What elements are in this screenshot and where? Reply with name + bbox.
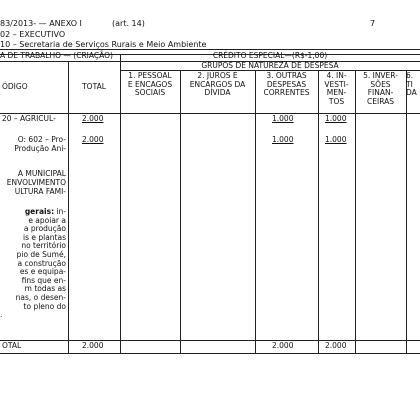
row1-investimentos: 1.000 (325, 114, 347, 123)
header-line-2: 02 – EXECUTIVO (0, 30, 66, 39)
gerais-paragraph: gerais: in- e apoiar a a produção is e plantas no território pio de Sumé, a construção es e equipa- fins que en- m todas as nas, o desen- to pleno do . (0, 207, 66, 320)
col-inversoes-header: 5. INVER- SÕES FINAN- CEIRAS (363, 71, 398, 106)
gerais-label: gerais: (24, 207, 55, 216)
total-investimentos: 2.000 (325, 341, 347, 350)
col-6-header: 6. TI DA (406, 71, 417, 98)
groups-header: GRUPOS DE NATUREZA DE DESPESA (201, 61, 339, 70)
article-reference: (art. 14) (112, 19, 145, 28)
row2-description: O: 602 – Pro- Produção Ani- A MUNICIPAL ENVOLVIMENTO ULTURA FAMI- (6, 135, 66, 196)
row2-investimentos: 1.000 (325, 135, 347, 144)
col-outras-header: 3. OUTRAS DESPESAS CORRENTES (263, 71, 310, 98)
row1-code: 20 – AGRICUL- (2, 114, 56, 123)
total-label: OTAL (2, 341, 22, 350)
col-pessoal-header: 1. PESSOAL E ENCAGOS SOCIAIS (127, 71, 173, 98)
total-outras: 2.000 (272, 341, 294, 350)
row1-outras: 1.000 (272, 114, 294, 123)
page-number: 7 (370, 19, 376, 28)
row2-outras: 1.000 (272, 135, 294, 144)
col-investimentos-header: 4. IN- VESTI- MEN- TOS (324, 71, 349, 106)
header-line-3: 10 – Secretaria de Serviços Rurais e Meio Ambiente (0, 40, 207, 49)
law-reference: 83/2013- — ANEXO I (0, 19, 82, 28)
credit-header: CRÉDITO ESPECIAL—(R$-1,00) (212, 51, 328, 60)
col-total-header: TOTAL (82, 82, 106, 91)
work-type-label: A DE TRABALHO — (CRIAÇÃO) (0, 51, 113, 60)
col-juros-header: 2. JUROS E ENCARGOS DA DÍVIDA (189, 71, 246, 98)
col-codigo-header: ÓDIGO (2, 82, 28, 91)
total-total: 2.000 (82, 341, 104, 350)
row1-total: 2.000 (82, 114, 104, 123)
row2-total: 2.000 (82, 135, 104, 144)
